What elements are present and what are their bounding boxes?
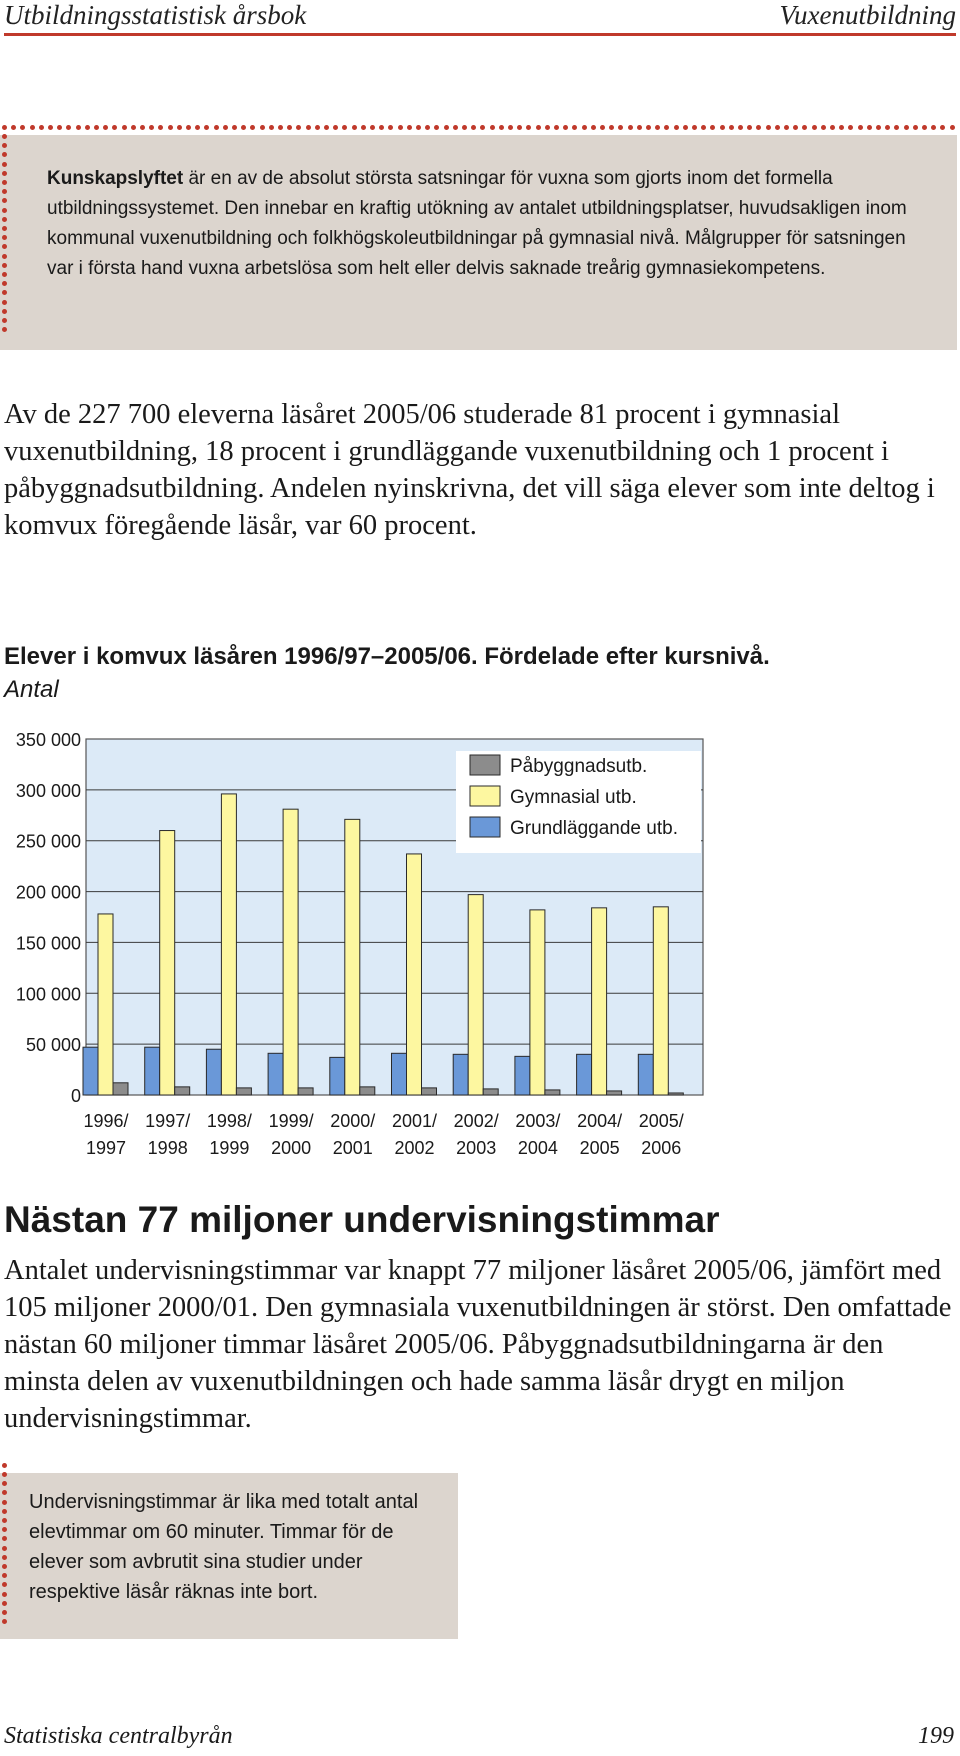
- bar: [407, 854, 422, 1095]
- x-tick-label: 2004/: [577, 1111, 623, 1131]
- border-dot: [674, 125, 679, 130]
- chart-subtitle: Antal: [4, 676, 59, 703]
- header-chapter-title: Vuxenutbildning: [779, 0, 956, 30]
- bar: [577, 1054, 592, 1095]
- bar: [483, 1089, 498, 1095]
- border-dot: [2, 152, 7, 157]
- border-dot: [66, 125, 71, 130]
- border-dot: [2, 134, 7, 139]
- fact-box-text: [47, 164, 907, 284]
- border-dot: [296, 125, 301, 130]
- border-dot: [48, 125, 53, 130]
- x-tick-label: 1996/: [83, 1111, 129, 1131]
- border-dot: [2, 272, 7, 277]
- page-number: 199: [918, 1723, 954, 1749]
- border-dot: [177, 125, 182, 130]
- border-dot: [802, 125, 807, 130]
- border-dot: [260, 125, 265, 130]
- border-dot: [904, 125, 909, 130]
- bar: [83, 1047, 98, 1095]
- border-dot: [950, 125, 955, 130]
- border-dot: [2, 198, 7, 203]
- border-dot: [232, 125, 237, 130]
- bar: [268, 1053, 283, 1095]
- section-paragraph: Antalet undervisningstimmar var knappt 77 miljoner läsåret 2005/06, jämfört med 105 miljoner 2000/01. Den gymnasiala vuxenutbildningen är störst. Den omfattade nästan 60 miljoner timmar läsåret 2005/06. Påbyggnadsutbildningarna är den minsta delen av vuxenutbildningen och hade samma läsår drygt en miljon undervisningstimmar.: [4, 1255, 952, 1434]
- bar: [422, 1088, 437, 1095]
- border-dot: [931, 125, 936, 130]
- border-dot: [692, 125, 697, 130]
- border-dot: [812, 125, 817, 130]
- border-dot: [646, 125, 651, 130]
- border-dot: [572, 125, 577, 130]
- border-dot: [2, 1536, 7, 1541]
- border-dot: [149, 125, 154, 130]
- bar: [113, 1083, 128, 1095]
- border-dot: [913, 125, 918, 130]
- bar: [668, 1093, 683, 1095]
- border-dot: [747, 125, 752, 130]
- x-tick-label: 2000/: [330, 1111, 376, 1131]
- border-dot: [2, 1564, 7, 1569]
- border-dot: [2, 1592, 7, 1597]
- border-dot: [2, 1490, 7, 1495]
- border-dot: [710, 125, 715, 130]
- bar: [206, 1049, 221, 1095]
- border-dot: [462, 125, 467, 130]
- bar-chart: [0, 725, 960, 1165]
- border-dot: [664, 125, 669, 130]
- border-dot: [940, 125, 945, 130]
- border-dot: [112, 125, 117, 130]
- border-dot: [2, 1546, 7, 1551]
- y-tick-label: 300 000: [15, 780, 81, 801]
- border-dot: [398, 125, 403, 130]
- border-dot: [2, 180, 7, 185]
- border-dot: [471, 125, 476, 130]
- border-dot: [57, 125, 62, 130]
- border-dot: [416, 125, 421, 130]
- border-dot: [379, 125, 384, 130]
- border-dot: [756, 125, 761, 130]
- border-dot: [2, 235, 7, 240]
- border-dot: [250, 125, 255, 130]
- bar: [592, 908, 607, 1095]
- footer-publisher: Statistiska centralbyrån: [4, 1723, 233, 1749]
- note-text: Undervisningstimmar är lika med totalt antal elevtimmar om 60 minuter. Timmar för de elever som avbrutit sina studier under respektive läsår räknas inte bort.: [29, 1491, 419, 1603]
- border-dot: [701, 125, 706, 130]
- bar: [330, 1057, 345, 1095]
- x-tick-label: 2002/: [453, 1111, 499, 1131]
- border-dot: [2, 1518, 7, 1523]
- fact-box-keyword: Kunskapslyftet: [47, 168, 184, 189]
- border-dot: [425, 125, 430, 130]
- border-dot: [306, 125, 311, 130]
- border-dot: [2, 1601, 7, 1606]
- bar: [175, 1087, 190, 1095]
- border-dot: [2, 1573, 7, 1578]
- border-dot: [563, 125, 568, 130]
- border-dot: [204, 125, 209, 130]
- border-dot: [591, 125, 596, 130]
- border-dot: [2, 125, 7, 130]
- bar: [236, 1088, 251, 1095]
- border-dot: [287, 125, 292, 130]
- border-dot: [554, 125, 559, 130]
- bar: [638, 1054, 653, 1095]
- bar: [98, 914, 113, 1095]
- border-dot: [2, 162, 7, 167]
- border-dot: [103, 125, 108, 130]
- border-dot: [766, 125, 771, 130]
- section-heading: Nästan 77 miljoner undervisningstimmar: [4, 1199, 720, 1240]
- border-dot: [2, 327, 7, 332]
- border-dot: [333, 125, 338, 130]
- x-tick-label: 1999: [209, 1138, 250, 1158]
- x-tick-label: 1998/: [206, 1111, 252, 1131]
- border-dot: [775, 125, 780, 130]
- x-tick-label: 2002: [394, 1138, 435, 1158]
- border-dot: [122, 125, 127, 130]
- border-dot: [2, 171, 7, 176]
- x-tick-label: 1999/: [268, 1111, 314, 1131]
- x-tick-label: 2003: [456, 1138, 497, 1158]
- border-dot: [2, 1463, 7, 1468]
- x-tick-label: 2004: [517, 1138, 558, 1158]
- border-dot: [2, 300, 7, 305]
- y-tick-label: 50 000: [25, 1035, 81, 1056]
- border-dot: [2, 263, 7, 268]
- border-dot: [729, 125, 734, 130]
- border-dot: [94, 125, 99, 130]
- legend-swatch: [470, 786, 500, 806]
- border-dot: [637, 125, 642, 130]
- bar: [160, 831, 175, 1095]
- bar: [283, 809, 298, 1095]
- x-tick-label: 2001: [332, 1138, 373, 1158]
- border-dot: [140, 125, 145, 130]
- border-dot: [600, 125, 605, 130]
- bar: [360, 1087, 375, 1095]
- border-dot: [30, 125, 35, 130]
- border-dot: [2, 1619, 7, 1624]
- border-dot: [2, 1481, 7, 1486]
- border-dot: [609, 125, 614, 130]
- bar: [530, 910, 545, 1095]
- x-tick-label: 1997/: [145, 1111, 191, 1131]
- bar: [298, 1088, 313, 1095]
- x-tick-label: 2005/: [638, 1111, 684, 1131]
- x-tick-label: 1998: [147, 1138, 188, 1158]
- border-dot: [2, 189, 7, 194]
- border-dot: [361, 125, 366, 130]
- x-tick-label: 2001/: [391, 1111, 438, 1131]
- border-dot: [186, 125, 191, 130]
- border-dot: [536, 125, 541, 130]
- border-dot: [2, 1527, 7, 1532]
- border-dot: [214, 125, 219, 130]
- border-dot: [517, 125, 522, 130]
- border-dot: [2, 143, 7, 148]
- y-tick-label: 250 000: [15, 831, 81, 852]
- border-dot: [848, 125, 853, 130]
- border-dot: [324, 125, 329, 130]
- border-dot: [315, 125, 320, 130]
- bar: [453, 1054, 468, 1095]
- bar: [607, 1091, 622, 1095]
- border-dot: [821, 125, 826, 130]
- bar: [145, 1047, 160, 1095]
- border-dot: [655, 125, 660, 130]
- border-dot: [876, 125, 881, 130]
- border-dot: [2, 309, 7, 314]
- page-header: [4, 0, 956, 36]
- y-tick-label: 100 000: [15, 984, 81, 1005]
- border-dot: [370, 125, 375, 130]
- y-tick-label: 0: [70, 1086, 81, 1106]
- bar: [468, 895, 483, 1095]
- border-dot: [444, 125, 449, 130]
- border-dot: [168, 125, 173, 130]
- border-dot: [76, 125, 81, 130]
- border-dot: [490, 125, 495, 130]
- border-dot: [223, 125, 228, 130]
- border-dot: [352, 125, 357, 130]
- border-dot: [2, 1500, 7, 1505]
- border-dot: [407, 125, 412, 130]
- border-dot: [628, 125, 633, 130]
- border-dot: [793, 125, 798, 130]
- border-dot: [545, 125, 550, 130]
- border-dot: [830, 125, 835, 130]
- border-dot: [720, 125, 725, 130]
- border-dot: [434, 125, 439, 130]
- x-tick-label: 2006: [641, 1138, 682, 1158]
- border-dot: [2, 208, 7, 213]
- header-publication-title: Utbildningsstatistisk årsbok: [4, 0, 307, 30]
- x-tick-label: 2003/: [515, 1111, 561, 1131]
- border-dot: [683, 125, 688, 130]
- legend-label: Grundläggande utb.: [510, 818, 678, 839]
- border-dot: [508, 125, 513, 130]
- border-dot: [2, 217, 7, 222]
- border-dot: [2, 254, 7, 259]
- border-dot: [858, 125, 863, 130]
- border-dot: [526, 125, 531, 130]
- border-dot: [480, 125, 485, 130]
- border-dot: [158, 125, 163, 130]
- chart-title: Elever i komvux läsåren 1996/97–2005/06. Fördelade efter kursnivå.: [4, 643, 770, 670]
- x-tick-label: 1997: [85, 1138, 127, 1158]
- border-dot: [241, 125, 246, 130]
- x-tick-label: 2000: [271, 1138, 312, 1158]
- border-dot: [2, 1472, 7, 1477]
- bar: [653, 907, 668, 1095]
- border-dot: [131, 125, 136, 130]
- border-dot: [39, 125, 44, 130]
- border-dot: [582, 125, 587, 130]
- border-dot: [867, 125, 872, 130]
- y-tick-label: 200 000: [15, 882, 81, 903]
- border-dot: [784, 125, 789, 130]
- border-dot: [2, 244, 7, 249]
- legend-swatch: [470, 755, 500, 775]
- border-dot: [2, 1610, 7, 1615]
- border-dot: [195, 125, 200, 130]
- border-dot: [885, 125, 890, 130]
- border-dot: [2, 1582, 7, 1587]
- y-tick-label: 350 000: [15, 730, 81, 750]
- border-dot: [269, 125, 274, 130]
- border-dot: [2, 281, 7, 286]
- bar: [221, 794, 236, 1095]
- fact-box-body: är en av de absolut största satsningar för vuxna som gjorts inom det formella utbildningssystemet. Den innebar en kraftig utökning av antalet utbildningsplatser, huvudsakligen inom kommunal vuxenutbildning och folkhögskoleutbildningar på gymnasial nivå. Målgrupper för satsningen var i första hand vuxna arbetslösa som helt eller delvis saknade treårig gymnasiekompetens.: [47, 168, 907, 279]
- border-dot: [2, 318, 7, 323]
- border-dot: [618, 125, 623, 130]
- border-dot: [453, 125, 458, 130]
- legend-label: Påbyggnadsutb.: [510, 756, 648, 777]
- bar: [392, 1053, 407, 1095]
- border-dot: [20, 125, 25, 130]
- border-dot: [342, 125, 347, 130]
- border-dot: [278, 125, 283, 130]
- intro-paragraph: Av de 227 700 eleverna läsåret 2005/06 studerade 81 procent i gymnasial vuxenutbildning, 18 procent i grundläggande vuxenutbildning och 1 procent i påbyggnadsutbildning. Andelen nyinskrivna, det vill säga elever som inte deltog i komvux föregående läsår, var 60 procent.: [4, 399, 935, 541]
- border-dot: [2, 1509, 7, 1514]
- x-tick-label: 2005: [579, 1138, 620, 1158]
- y-tick-label: 150 000: [15, 933, 81, 954]
- border-dot: [894, 125, 899, 130]
- bar: [345, 819, 360, 1095]
- border-dot: [2, 1555, 7, 1560]
- border-dot: [2, 290, 7, 295]
- border-dot: [499, 125, 504, 130]
- border-dot: [85, 125, 90, 130]
- border-dot: [11, 125, 16, 130]
- legend-swatch: [470, 817, 500, 837]
- border-dot: [388, 125, 393, 130]
- bar: [515, 1056, 530, 1095]
- border-dot: [2, 226, 7, 231]
- bar: [545, 1090, 560, 1095]
- border-dot: [922, 125, 927, 130]
- border-dot: [738, 125, 743, 130]
- legend-label: Gymnasial utb.: [510, 787, 637, 808]
- border-dot: [839, 125, 844, 130]
